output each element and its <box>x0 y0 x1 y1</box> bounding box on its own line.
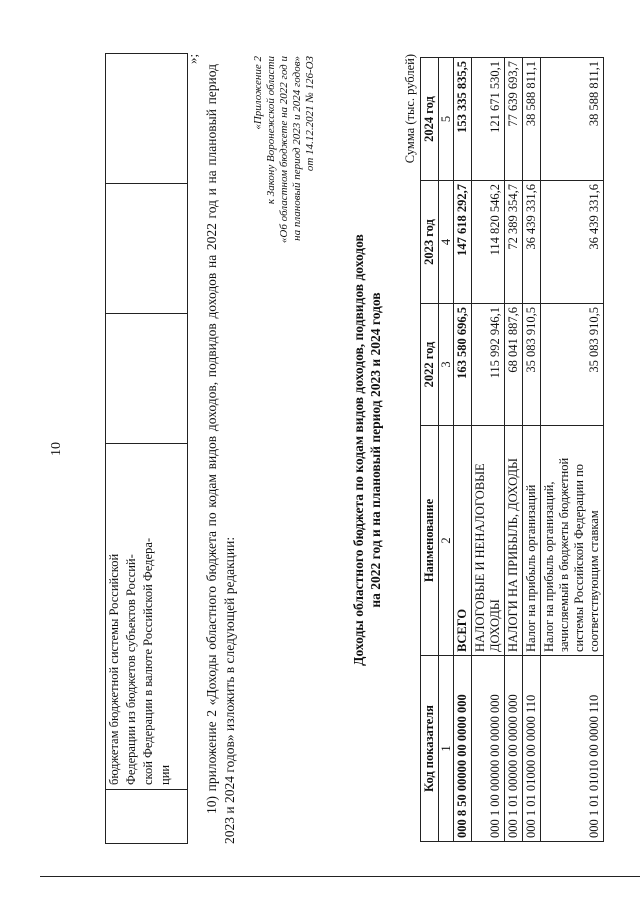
prev-table-line: ции <box>158 764 172 785</box>
appendix-line: «Приложение 2 <box>252 56 264 130</box>
row-2024: 153 335 835,5 <box>454 58 472 181</box>
row-code: 000 1 01 00000 00 0000 000 <box>505 656 523 842</box>
table-row <box>454 58 472 842</box>
appendix-reference <box>252 56 317 356</box>
row-2023: 114 820 546,2 <box>472 181 505 304</box>
prev-table-line: Федерации из бюджетов субъектов Россий- <box>124 554 138 785</box>
prev-table-empty-cell <box>106 184 188 314</box>
revenue-table <box>420 57 604 842</box>
title-line: Доходы областного бюджета по кодам видов доходов, подвидов доходов <box>351 234 366 666</box>
row-2022: 35 083 910,5 <box>541 304 604 426</box>
units-note: Сумма (тыс. рублей) <box>403 54 417 164</box>
col-header-2022: 2022 год <box>421 304 439 426</box>
row-code: 000 1 00 00000 00 0000 000 <box>472 656 505 842</box>
row-name: ВСЕГО <box>454 426 472 656</box>
col-number: 4 <box>439 181 454 304</box>
prev-table-line: ской Федерации в валюте Российской Федера- <box>141 537 155 785</box>
table-row <box>541 58 604 842</box>
col-header-name: Наименование <box>421 426 439 656</box>
row-2023: 147 618 292,7 <box>454 181 472 304</box>
bottom-rule <box>40 876 640 877</box>
quote-close-mark: »; <box>185 53 200 64</box>
table-row <box>523 58 541 842</box>
col-number: 5 <box>439 58 454 181</box>
appendix-line: на плановый период 2023 и 2024 годов» <box>291 56 303 241</box>
col-number: 2 <box>439 426 454 656</box>
row-name: Налог на прибыль организаций, зачисляемый в бюджеты бюджетной системы Российской Федерации по соответствующим ставкам <box>541 426 604 656</box>
row-2024: 38 588 811,1 <box>523 58 541 181</box>
row-code: 000 1 01 01000 00 0000 110 <box>523 656 541 842</box>
col-header-code: Код показателя <box>421 656 439 842</box>
row-code: 000 8 50 00000 00 0000 000 <box>454 656 472 842</box>
document-title <box>350 150 384 750</box>
row-2022: 163 580 696,5 <box>454 304 472 426</box>
row-2024: 121 671 530,1 <box>472 58 505 181</box>
row-code: 000 1 01 01010 00 0000 110 <box>541 656 604 842</box>
prev-table-empty-cell <box>106 314 188 444</box>
title-line: на 2022 год и на плановый период 2023 и 2024 годов <box>368 292 383 608</box>
col-number: 3 <box>439 304 454 426</box>
row-2022: 35 083 910,5 <box>523 304 541 426</box>
table-row <box>472 58 505 842</box>
col-number: 1 <box>439 656 454 842</box>
row-2023: 36 439 331,6 <box>523 181 541 304</box>
col-header-2024: 2024 год <box>421 58 439 181</box>
row-name: Налог на прибыль организаций <box>523 426 541 656</box>
col-header-2023: 2023 год <box>421 181 439 304</box>
row-name: НАЛОГОВЫЕ И НЕНАЛОГОВЫЕ ДОХОДЫ <box>472 426 505 656</box>
prev-table-empty-cell <box>106 54 188 184</box>
previous-table-fragment <box>105 53 188 844</box>
row-2022: 115 992 946,1 <box>472 304 505 426</box>
page-number: 10 <box>49 442 64 456</box>
row-name: НАЛОГИ НА ПРИБЫЛЬ, ДОХОДЫ <box>505 426 523 656</box>
table-row <box>505 58 523 842</box>
row-2024: 38 588 811,1 <box>541 58 604 181</box>
rotated-page <box>20 50 601 850</box>
row-2022: 68 041 887,6 <box>505 304 523 426</box>
row-2023: 36 439 331,6 <box>541 181 604 304</box>
row-2024: 77 639 693,7 <box>505 58 523 181</box>
prev-table-text-cell <box>106 444 188 790</box>
appendix-line: к Закону Воронежской области <box>265 56 277 205</box>
prev-table-empty-cell <box>106 790 188 844</box>
row-2023: 72 389 354,7 <box>505 181 523 304</box>
appendix-line: от 14.12.2021 № 126-ОЗ <box>304 56 316 172</box>
amendment-paragraph: 10) приложение 2 «Доходы областного бюджета по кодам видов доходов, подвидов доходов на 2022 год и на плановый период 2023 и 2024 годов» изложить в следующей редакции: <box>204 64 237 844</box>
appendix-line: «Об областном бюджете на 2022 год и <box>278 56 290 244</box>
prev-table-line: бюджетам бюджетной системы Российской <box>107 553 121 785</box>
